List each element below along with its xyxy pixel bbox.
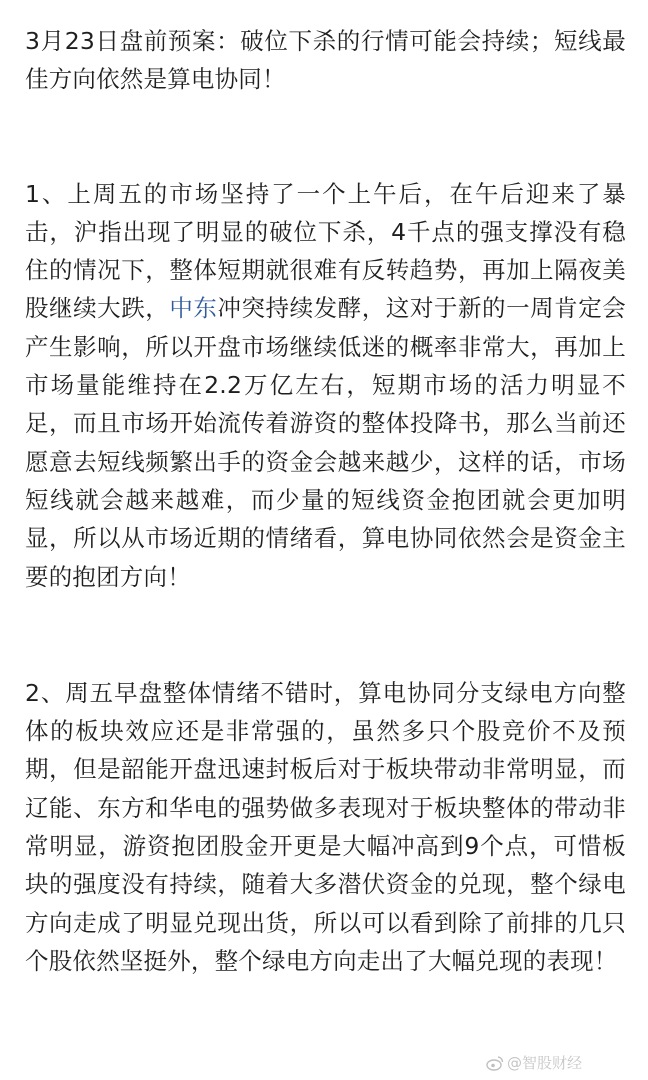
- paragraph-1-text-end: 冲突持续发酵，这对于新的一周肯定会产生影响，所以开盘市场继续低迷的概率非常大，再加上市场量能维持在2.2万亿左右，短期市场的活力明显不足，而且市场开始流传着游资的整体投降书，那么当前还愿意去短线频繁出手的资金会越来越少，这样的话，市场短线就会越来越难，而少量的短线资金抱团就会更加明显，所以从市场近期的情绪看，算电协同依然会是资金主要的抱团方向！: [25, 294, 626, 591]
- article-title: 3月23日盘前预案：破位下杀的行情可能会持续；短线最佳方向依然是算电协同！: [25, 27, 626, 94]
- weibo-icon: [486, 1055, 504, 1071]
- topic-link-zhongdong[interactable]: 中东: [169, 294, 218, 323]
- paragraph-1: [25, 175, 626, 596]
- paragraph-1-text-start: 1、上周五的市场坚持了一个上午后，在午后迎来了暴击，沪指出现了明显的破位下杀，4千点的强支撑没有稳住的情况下，整体短期就很难有反转趋势，再加上隔夜美股继续大跌，: [25, 179, 626, 323]
- watermark: [486, 1054, 582, 1072]
- paragraph-spacer: [25, 99, 626, 175]
- watermark-text: @智股财经: [506, 1054, 582, 1072]
- paragraph-spacer: [25, 596, 626, 674]
- paragraph-2: 2、周五早盘整体情绪不错时，算电协同分支绿电方向整体的板块效应还是非常强的，虽然多只个股竞价不及预期，但是韶能开盘迅速封板后对于板块带动非常明显，而辽能、东方和华电的强势做多表现对于板块整体的带动非常明显，游资抱团股金开更是大幅冲高到9个点，可惜板块的强度没有持续，随着大多潜伏资金的兑现，整个绿电方向走成了明显兑现出货，所以可以看到除了前排的几只个股依然坚挺外，整个绿电方向走出了大幅兑现的表现！: [25, 678, 626, 975]
